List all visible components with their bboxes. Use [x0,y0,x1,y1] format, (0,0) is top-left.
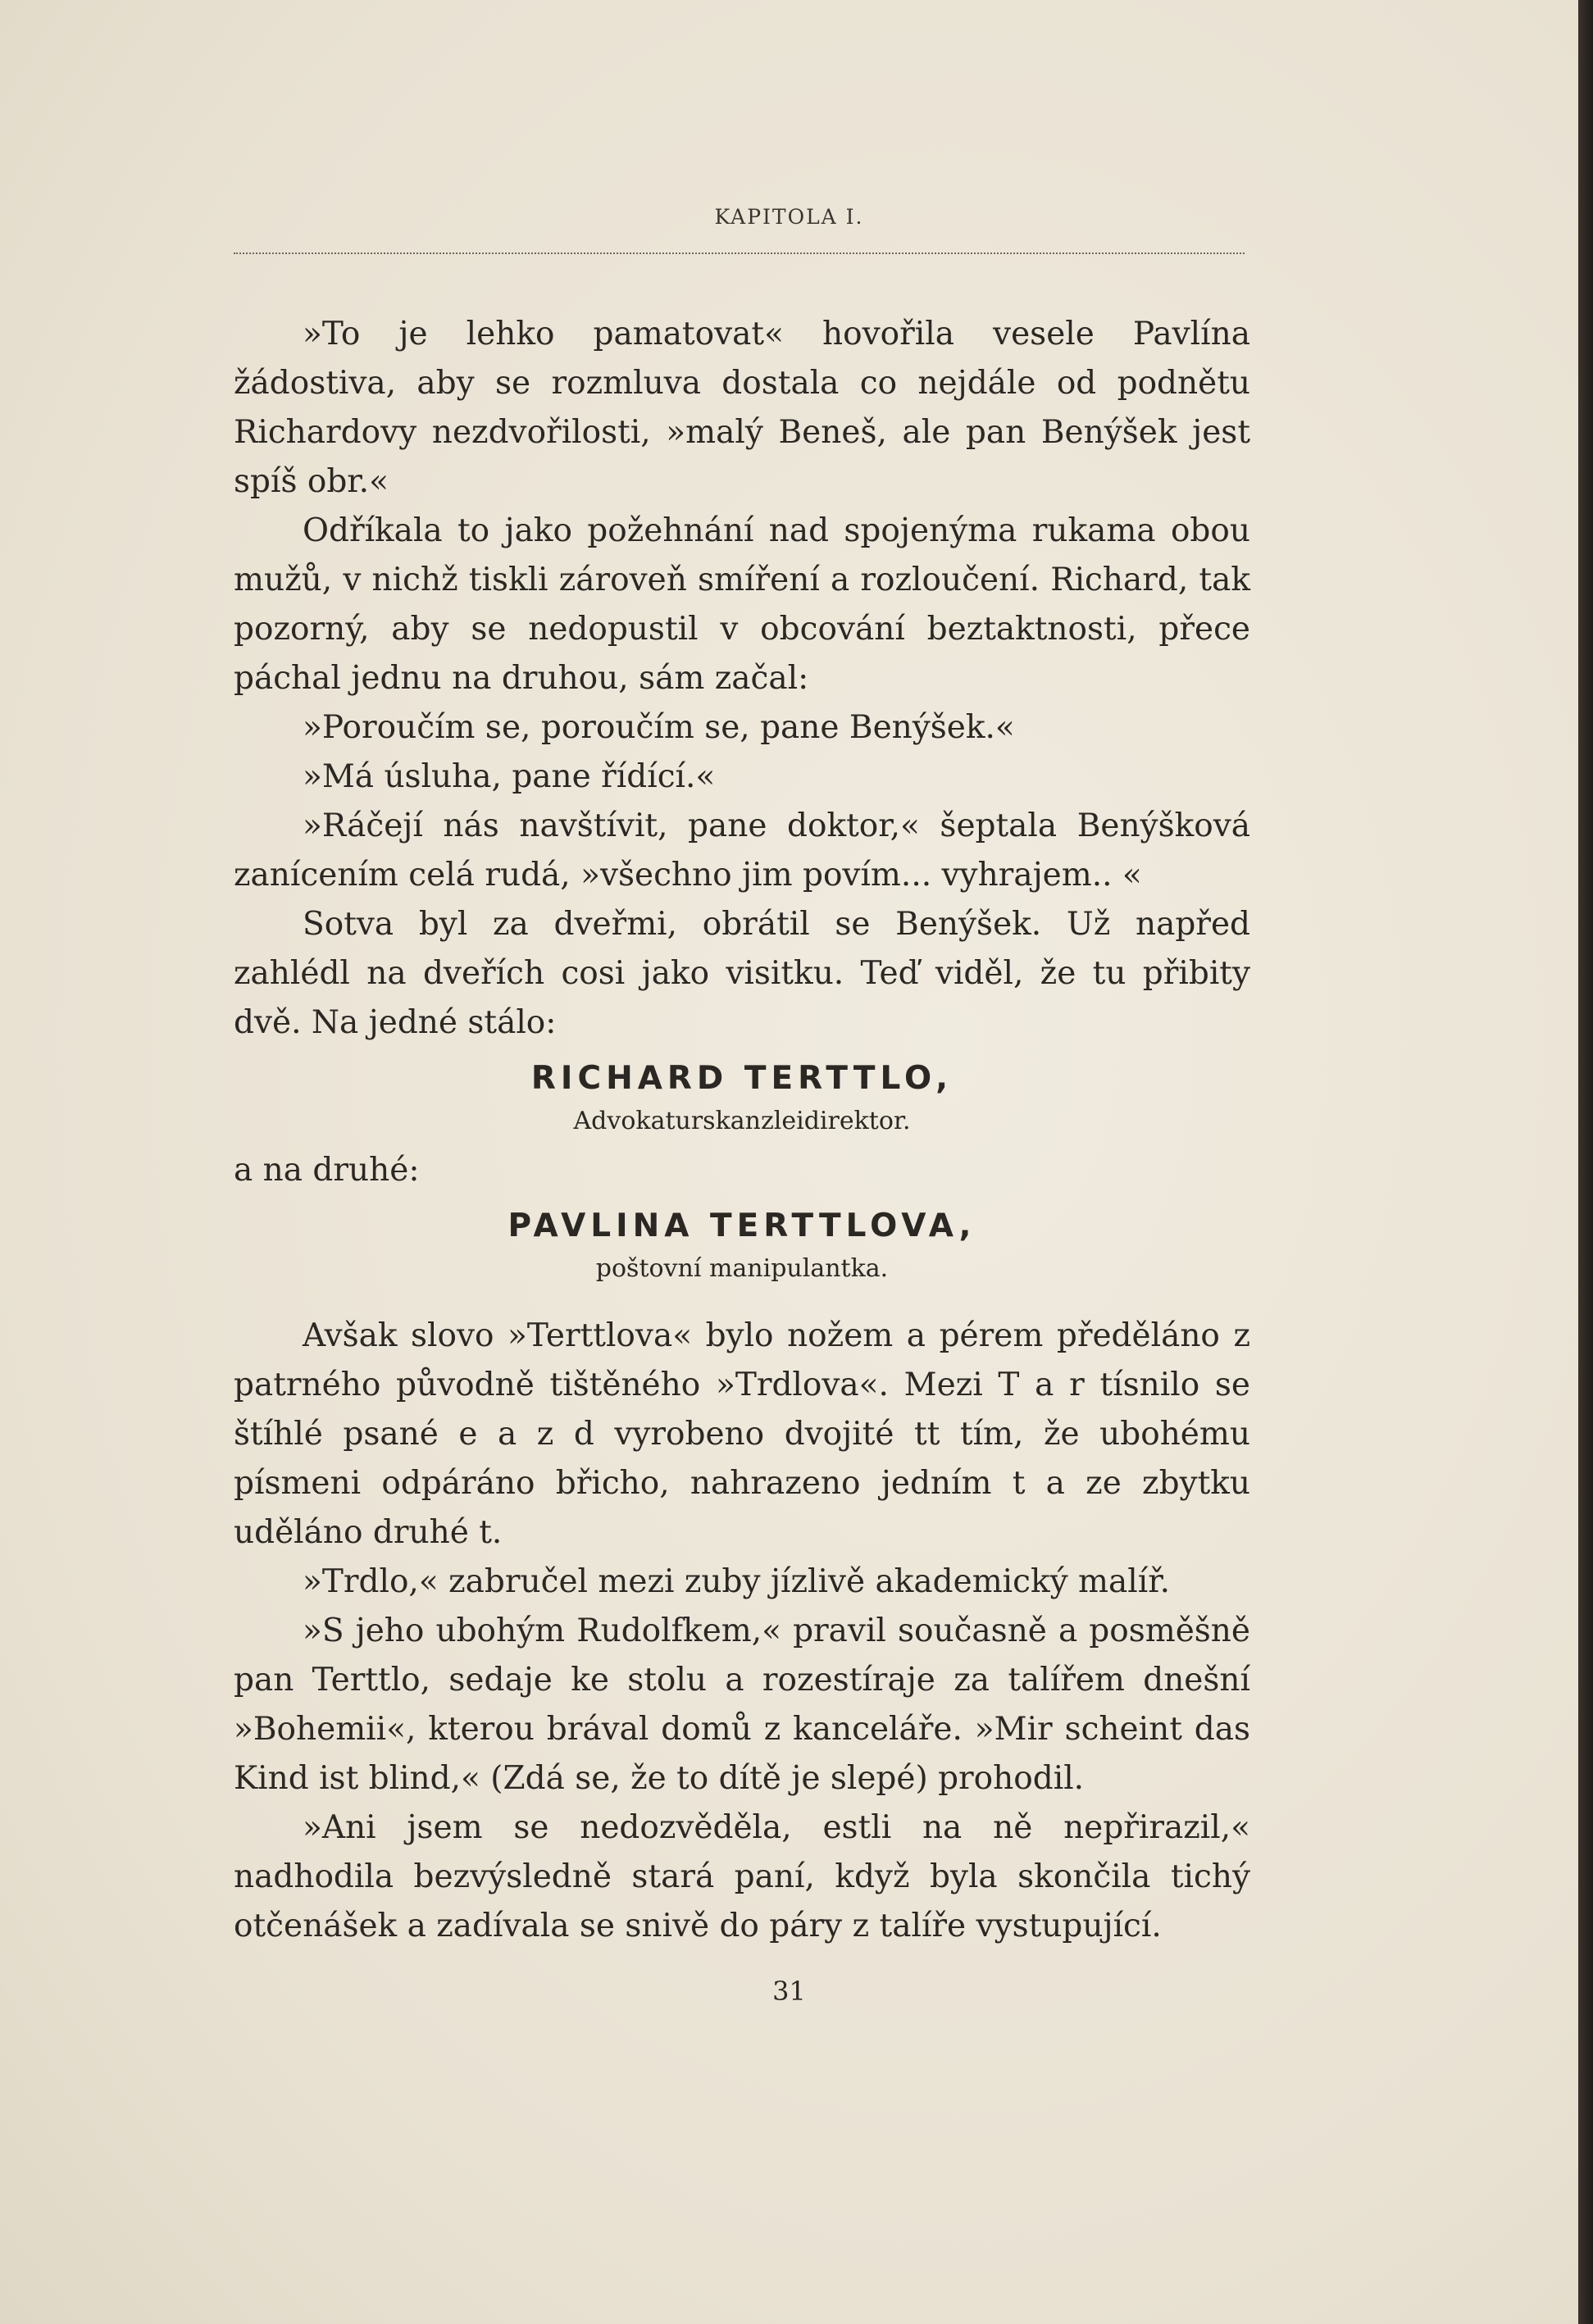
paragraph: »Ani jsem se nedozvěděla, estli na ně nepřirazil,« nadhodila bezvýsledně stará paní, když byla skončila tichý otčenášek a zadívala se snivě do páry z talíře vystupující. [234,1809,1250,1944]
paragraph: Sotva byl za dveřmi, obrátil se Benýšek. Už napřed zahlédl na dveřích cosi jako visitku. Teď viděl, že tu přibity dvě. Na jedné stálo: [234,906,1250,1041]
spacer [234,1287,1250,1312]
paragraph: Avšak slovo »Terttlova« bylo nožem a pérem předěláno z patrného původně tištěného »Trdlova«. Mezi T a r tísnilo se štíhlé psané e a z d vyrobeno dvojité tt tím, že ubohému písmeni odpáráno břicho, nahrazeno jedním t a ze zbytku uděláno druhé t. [234,1317,1250,1551]
page-edge [1578,0,1593,2324]
card-name-richard: RICHARD TERTTLO, [530,1060,954,1097]
paragraph: »To je lehko pamatovat« hovořila vesele Pavlína žádostiva, aby se rozmluva dostala co nejdále od podnětu Richardovy nezdvořilosti, »malý Beneš, ale pan Benýšek jest spíš obr.« [234,316,1250,500]
card-title-pavlina: poštovní manipulantka. [595,1254,889,1283]
running-head: KAPITOLA I. [714,205,864,229]
paragraph: Odříkala to jako požehnání nad spojenýma rukama obou mužů, v nichž tiskli zároveň smíření a rozloučení. Richard, tak pozorný, aby se nedopustil v obcování beztaktnosti, přece páchal jednu na druhou, sám začal: [234,512,1250,697]
between-text: a na druhé: [234,1152,420,1189]
paragraph: »S jeho ubohým Rudolfkem,« pravil současně a posměšně pan Terttlo, sedaje ke stolu a rozestíraje za talířem dnešní »Bohemii«, kterou brával domů z kanceláře. »Mir scheint das Kind ist blind,« (Zdá se, že to dítě je slepé) prohodil. [234,1612,1250,1797]
body-text [234,310,1250,1951]
card-title-richard: Advokaturskanzleidirektor. [573,1107,911,1135]
card-name-pavlina: PAVLINA TERTTLOVA, [507,1207,976,1244]
paragraph: »Poroučím se, poroučím se, pane Benýšek.« [303,709,1015,746]
paragraph: »Ráčejí nás navštívit, pane doktor,« šeptala Benýšková zanícením celá rudá, »všechno jim povím... vyhrajem.. « [234,807,1250,894]
paragraph: »Má úsluha, pane řídící.« [303,758,716,795]
page-number: 31 [772,1976,806,2007]
paragraph: »Trdlo,« zabručel mezi zuby jízlivě akademický malíř. [303,1563,1170,1600]
header-rule [234,252,1245,254]
